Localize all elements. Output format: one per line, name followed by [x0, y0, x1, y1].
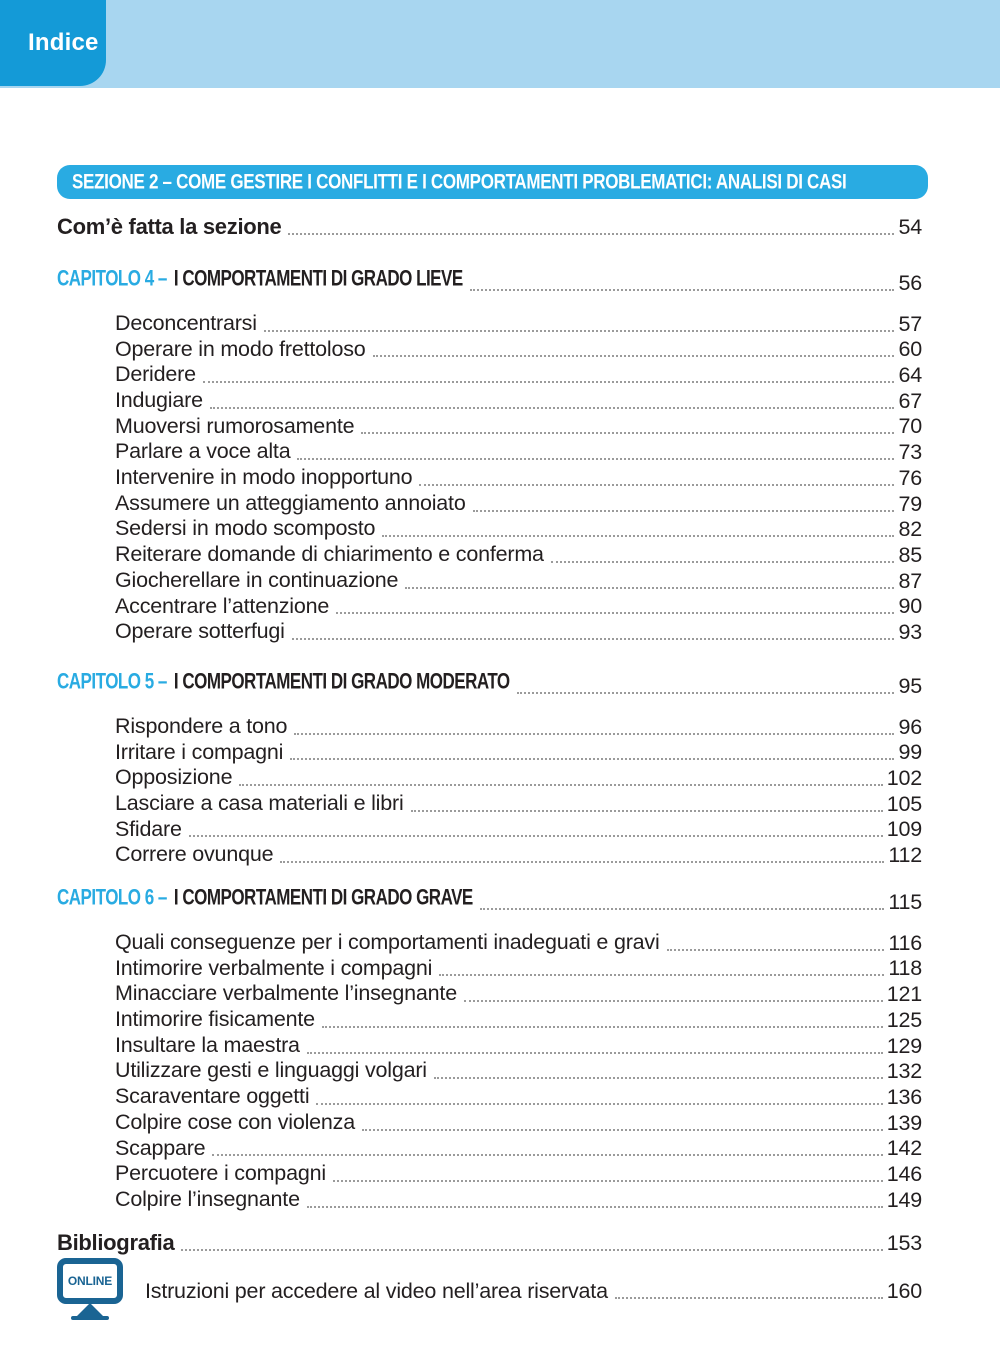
toc-entry-row	[115, 619, 943, 645]
toc-entry-row	[115, 491, 943, 517]
toc-entry-row	[115, 1059, 943, 1085]
chapter-title-row	[57, 885, 943, 915]
toc-entry-row	[115, 1161, 943, 1187]
dotted-leader	[292, 638, 895, 640]
dotted-leader	[405, 587, 894, 589]
entry-label: Scaraventare oggetti	[115, 1084, 310, 1109]
page-number: 90	[898, 594, 922, 619]
page-number: 67	[898, 388, 922, 413]
chapter-number-label: CAPITOLO 5 –	[57, 669, 167, 694]
toc-entry-row	[115, 842, 943, 868]
page-number: 132	[886, 1059, 922, 1084]
entry-label: Operare sotterfugi	[115, 619, 285, 644]
dotted-leader	[551, 561, 895, 563]
page-number: 99	[898, 740, 922, 765]
entry-label: Muoversi rumorosamente	[115, 413, 355, 438]
toc-entry-row	[115, 311, 943, 337]
dotted-leader	[290, 758, 894, 760]
entry-label: Intimorire fisicamente	[115, 1007, 315, 1032]
chapter-entries	[57, 714, 943, 868]
toc-entry-row	[115, 1110, 943, 1136]
entry-label: Irritare i compagni	[115, 739, 284, 764]
dotted-leader	[239, 784, 882, 786]
page-number: 102	[886, 766, 922, 790]
dotted-leader	[333, 1180, 883, 1182]
entry-label: Percuotere i compagni	[115, 1161, 326, 1186]
chapter-entries	[57, 311, 943, 645]
dotted-leader	[280, 861, 884, 863]
dotted-leader	[411, 810, 883, 812]
dotted-leader	[362, 1129, 883, 1131]
dotted-leader	[181, 1249, 882, 1251]
chapter-title-label: I COMPORTAMENTI DI GRADO GRAVE	[173, 885, 473, 910]
entry-label: Colpire cose con violenza	[115, 1109, 355, 1134]
dotted-leader	[615, 1297, 883, 1299]
online-icon-text: ONLINE	[67, 1273, 113, 1288]
page-number: 64	[898, 363, 922, 388]
page-number: 115	[888, 890, 922, 915]
entry-label: Scappare	[115, 1135, 206, 1160]
toc-entry-row	[115, 817, 943, 843]
dotted-leader	[307, 1206, 883, 1208]
page-number: 112	[888, 843, 922, 868]
toc-entry-row	[115, 465, 943, 491]
entry-label: Opposizione	[115, 765, 233, 790]
entry-label: Insultare la maestra	[115, 1032, 300, 1057]
dotted-leader	[322, 1026, 883, 1028]
dotted-leader	[517, 692, 895, 694]
toc-entry-row	[115, 388, 943, 414]
dotted-leader	[382, 535, 894, 537]
entry-label: Quali conseguenze per i comportamenti inadeguati e gravi	[115, 930, 660, 955]
dotted-leader	[667, 949, 885, 951]
toc-entry-row	[115, 740, 943, 766]
chapter-entries	[57, 930, 943, 1213]
dotted-leader	[373, 355, 895, 357]
dotted-leader	[189, 835, 883, 837]
dotted-leader	[473, 510, 895, 512]
dotted-leader	[297, 458, 894, 460]
dotted-leader	[470, 289, 895, 291]
toc-entry-row	[115, 791, 943, 817]
toc-entry-row	[115, 765, 943, 791]
section-header-bar	[57, 165, 928, 199]
dotted-leader	[434, 1077, 883, 1079]
page-number: 116	[888, 930, 922, 955]
dotted-leader	[439, 974, 884, 976]
indice-tab-label: Indice	[28, 29, 99, 56]
toc-entry-row	[115, 1033, 943, 1059]
chapter-number-label: CAPITOLO 4 –	[57, 266, 167, 291]
online-monitor-icon	[57, 1258, 135, 1320]
dotted-leader	[316, 1103, 882, 1105]
page-number: 109	[886, 817, 922, 842]
entry-label: Correre ovunque	[115, 842, 274, 867]
entry-label: Indugiare	[115, 388, 203, 413]
entry-label: Colpire l’insegnante	[115, 1186, 300, 1211]
toc-entry-row	[115, 439, 943, 465]
toc-content	[57, 88, 943, 1320]
indice-tab	[0, 0, 106, 86]
page-number: 160	[886, 1278, 922, 1303]
dotted-leader	[361, 432, 894, 434]
page-number: 60	[898, 337, 922, 362]
entry-label: Utilizzare gesti e linguaggi volgari	[115, 1058, 427, 1083]
toc-entry-row	[115, 414, 943, 440]
chapter-block	[57, 266, 943, 645]
chapter-title-row	[57, 669, 943, 699]
page-number: 142	[886, 1136, 922, 1161]
dotted-leader	[307, 1052, 883, 1054]
page-number: 73	[898, 440, 922, 465]
page-number: 93	[898, 619, 922, 644]
page-number: 149	[886, 1187, 922, 1212]
entry-label: Assumere un atteggiamento annoiato	[115, 490, 466, 515]
entry-label: Minacciare verbalmente l’insegnante	[115, 981, 457, 1006]
toc-entry-row	[115, 337, 943, 363]
page-number: 153	[886, 1230, 922, 1255]
page-number: 85	[898, 542, 922, 567]
page-number: 95	[898, 673, 922, 698]
toc-entry-row	[115, 362, 943, 388]
chapter-title-row	[57, 266, 943, 296]
entry-label: Accentrare l’attenzione	[115, 593, 330, 618]
toc-entry-row	[115, 714, 943, 740]
toc-entry-row	[115, 517, 943, 543]
page-number: 76	[898, 465, 922, 490]
dotted-leader	[480, 908, 885, 910]
chapter-block	[57, 885, 943, 1213]
dotted-leader	[419, 484, 894, 486]
toc-entry-row	[115, 1084, 943, 1110]
entry-label: Deridere	[115, 362, 196, 387]
toc-entry-row	[115, 930, 943, 956]
entry-label: Intervenire in modo inopportuno	[115, 465, 413, 490]
toc-intro-row	[57, 214, 943, 240]
dotted-leader	[210, 407, 895, 409]
toc-entry-row	[115, 981, 943, 1007]
page-number: 87	[898, 568, 922, 593]
section-header-title: SEZIONE 2 – COME GESTIRE I CONFLITTI E I COMPORTAMENTI PROBLEMATICI: ANALISI DI CASI	[72, 169, 847, 194]
dotted-leader	[264, 330, 895, 332]
dotted-leader	[203, 381, 895, 383]
entry-label: Parlare a voce alta	[115, 439, 291, 464]
online-label: Istruzioni per accedere al video nell’area riservata	[145, 1278, 608, 1303]
page-number: 118	[888, 956, 922, 981]
entry-label: Intimorire verbalmente i compagni	[115, 955, 433, 980]
chapter-title-label: I COMPORTAMENTI DI GRADO LIEVE	[173, 266, 463, 291]
page-number: 96	[898, 714, 922, 739]
bibliography-label: Bibliografia	[57, 1229, 175, 1255]
page-number: 54	[898, 215, 922, 239]
dotted-leader	[294, 733, 894, 735]
toc-bibliography-row	[57, 1230, 943, 1256]
chapter-block	[57, 669, 943, 868]
page-number: 70	[898, 414, 922, 439]
entry-label: Operare in modo frettoloso	[115, 336, 366, 361]
page-number: 121	[886, 982, 922, 1007]
toc-entry-row	[115, 1187, 943, 1213]
page-top-banner	[0, 0, 1000, 88]
page-number: 82	[898, 517, 922, 542]
page-number: 105	[886, 791, 922, 816]
toc-entry-row	[115, 542, 943, 568]
page-number: 125	[886, 1007, 922, 1032]
toc-entry-row	[115, 956, 943, 982]
toc-entry-row	[115, 1007, 943, 1033]
chapter-number-label: CAPITOLO 6 –	[57, 885, 167, 910]
entry-label: Giocherellare in continuazione	[115, 567, 399, 592]
page-number: 56	[898, 271, 922, 295]
toc-online-row	[57, 1258, 943, 1320]
page-number: 139	[886, 1110, 922, 1135]
page-number: 129	[886, 1033, 922, 1058]
dotted-leader	[212, 1154, 882, 1156]
entry-label: Lasciare a casa materiali e libri	[115, 790, 404, 815]
page-number: 146	[886, 1161, 922, 1186]
page-number: 57	[898, 311, 922, 336]
dotted-leader	[464, 1000, 883, 1002]
page-number: 79	[898, 491, 922, 516]
entry-label: Rispondere a tono	[115, 713, 288, 738]
entry-label: Sfidare	[115, 816, 182, 841]
dotted-leader	[336, 612, 894, 614]
entry-label: Reiterare domande di chiarimento e conferma	[115, 542, 544, 567]
page-number: 136	[886, 1084, 922, 1109]
toc-entry-row	[115, 568, 943, 594]
toc-entry-row	[115, 594, 943, 620]
chapter-title-label: I COMPORTAMENTI DI GRADO MODERATO	[173, 669, 510, 694]
chapters-container	[57, 266, 943, 1213]
entry-label: Sedersi in modo scomposto	[115, 516, 376, 541]
toc-intro-label: Com’è fatta la sezione	[57, 214, 282, 239]
entry-label: Deconcentrarsi	[115, 310, 257, 335]
dotted-leader	[288, 233, 894, 235]
toc-entry-row	[115, 1136, 943, 1162]
